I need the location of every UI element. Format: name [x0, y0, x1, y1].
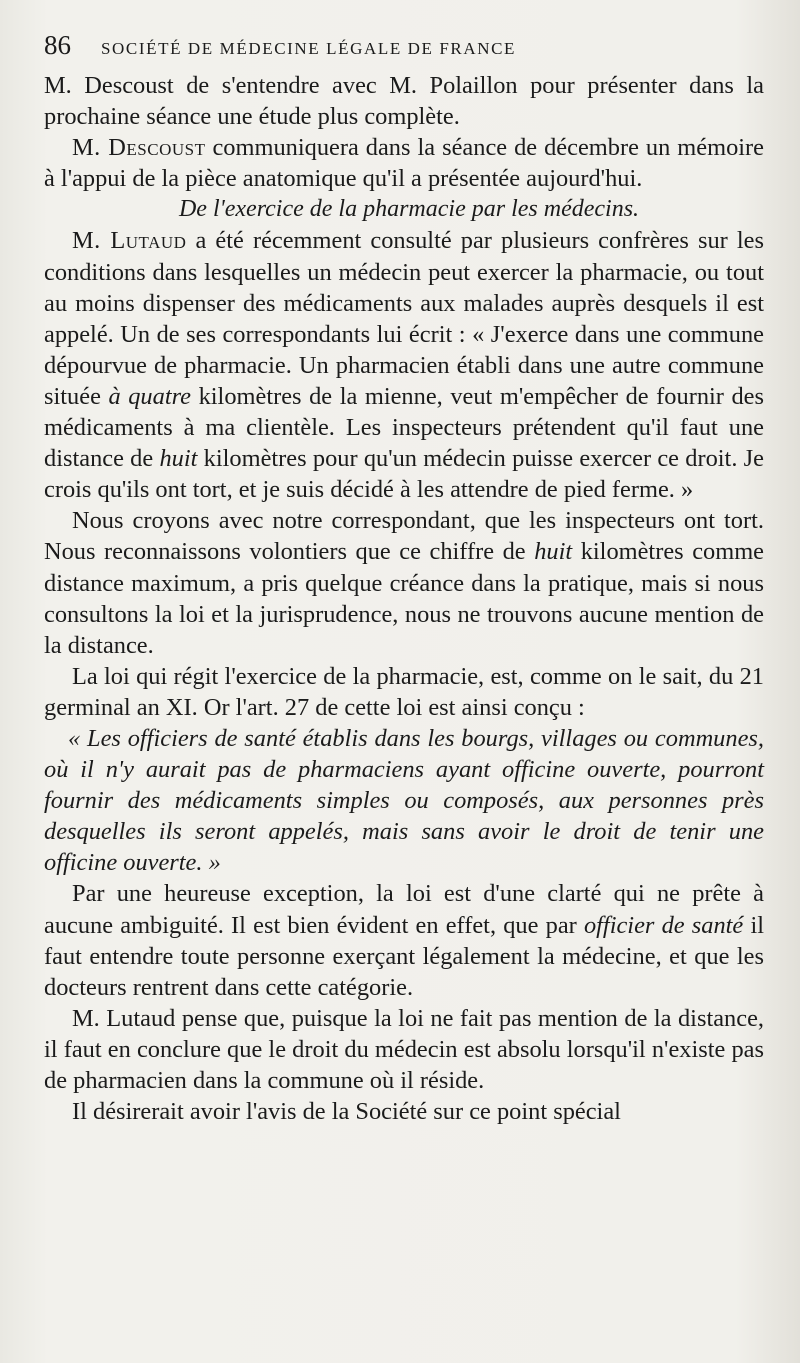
emphasis: officier de santé	[583, 911, 744, 939]
paragraph-7-text-a: Par une heureuse exception, la loi est d'une clarté qui ne prête à aucune ambiguité. Il est bien évident en effet, que par	[44, 880, 764, 939]
person-name: M. Descoust	[72, 134, 206, 162]
running-title: SOCIÉTÉ DE MÉDECINE LÉGALE DE FRANCE	[101, 39, 517, 58]
emphasis: huit	[159, 445, 198, 473]
paragraph-4-text-a: Nous croyons avec notre correspondant, que les inspecteurs ont tort. Nous reconnaissons volontiers que ce chiffre de	[44, 507, 764, 566]
emphasis: huit	[534, 538, 573, 566]
paragraph-7-text-b: il faut entendre toute personne exerçant légalement la médecine, et que les docteurs rentrent dans cette catégorie.	[44, 911, 764, 1001]
paragraph-2-text: communiquera dans la séance de décembre un mémoire à l'appui de la pièce anatomique qu'il a présentée aujourd'hui.	[44, 134, 764, 193]
paragraph-3-text-c: kilomètres pour qu'un médecin puisse exercer ce droit. Je crois qu'ils ont tort, et je suis décidé à les attendre de pied ferme. »	[44, 445, 764, 504]
paragraph-4	[44, 505, 764, 660]
section-heading: De l'exercice de la pharmacie par les médecins.	[178, 196, 640, 223]
paragraph-9: Il désirerait avoir l'avis de la Société sur ce point spécial	[72, 1098, 621, 1126]
paragraph-5: La loi qui régit l'exercice de la pharmacie, est, comme on le sait, du 21 germinal an XI. Or l'art. 27 de cette loi est ainsi conçu :	[44, 662, 764, 721]
paragraph-3-text-a: a été récemment consulté par plusieurs confrères sur les conditions dans lesquelles un médecin peut exercer la pharmacie, ou tout au moins dispenser des médicaments aux malades auprès desquels il est appelé. Un de ses correspondants lui écrit : « J'exerce dans une commune dépourvue de pharmacie. Un pharmacien établi dans une autre commune située	[44, 227, 764, 410]
page-header	[44, 30, 764, 70]
page-number: 86	[44, 30, 71, 60]
law-quotation: « Les officiers de santé établis dans les bourgs, villages ou communes, où il n'y aurait pas de pharmaciens ayant officine ouverte, pourront fournir des médicaments simples ou composés, aux personnes près desquelles ils seront appelés, mais sans avoir le droit de tenir une officine ouverte. »	[44, 724, 764, 877]
emphasis: à quatre	[108, 382, 192, 410]
paragraph-1: M. Descoust de s'entendre avec M. Polaillon pour présenter dans la prochaine séance une étude plus complète.	[44, 72, 764, 131]
paragraph-3	[44, 225, 764, 505]
paragraph-7	[44, 878, 764, 1002]
body-text	[44, 70, 764, 1127]
paragraph-2	[44, 132, 764, 194]
person-name: M. Lutaud	[72, 227, 187, 255]
paragraph-4-text-b: kilomètres comme distance maximum, a pris quelque créance dans la pratique, mais si nous consultons la loi et la jurisprudence, nous ne trouvons aucune mention de la distance.	[44, 538, 764, 659]
paragraph-8: M. Lutaud pense que, puisque la loi ne fait pas mention de la distance, il faut en conclure que le droit du médecin est absolu lorsqu'il n'existe pas de pharmacien dans la commune où il réside.	[44, 1004, 764, 1094]
paragraph-3-text-b: kilomètres de la mienne, veut m'empêcher de fournir des médicaments à ma clientèle. Les inspecteurs prétendent qu'il faut une distance de	[44, 382, 764, 473]
